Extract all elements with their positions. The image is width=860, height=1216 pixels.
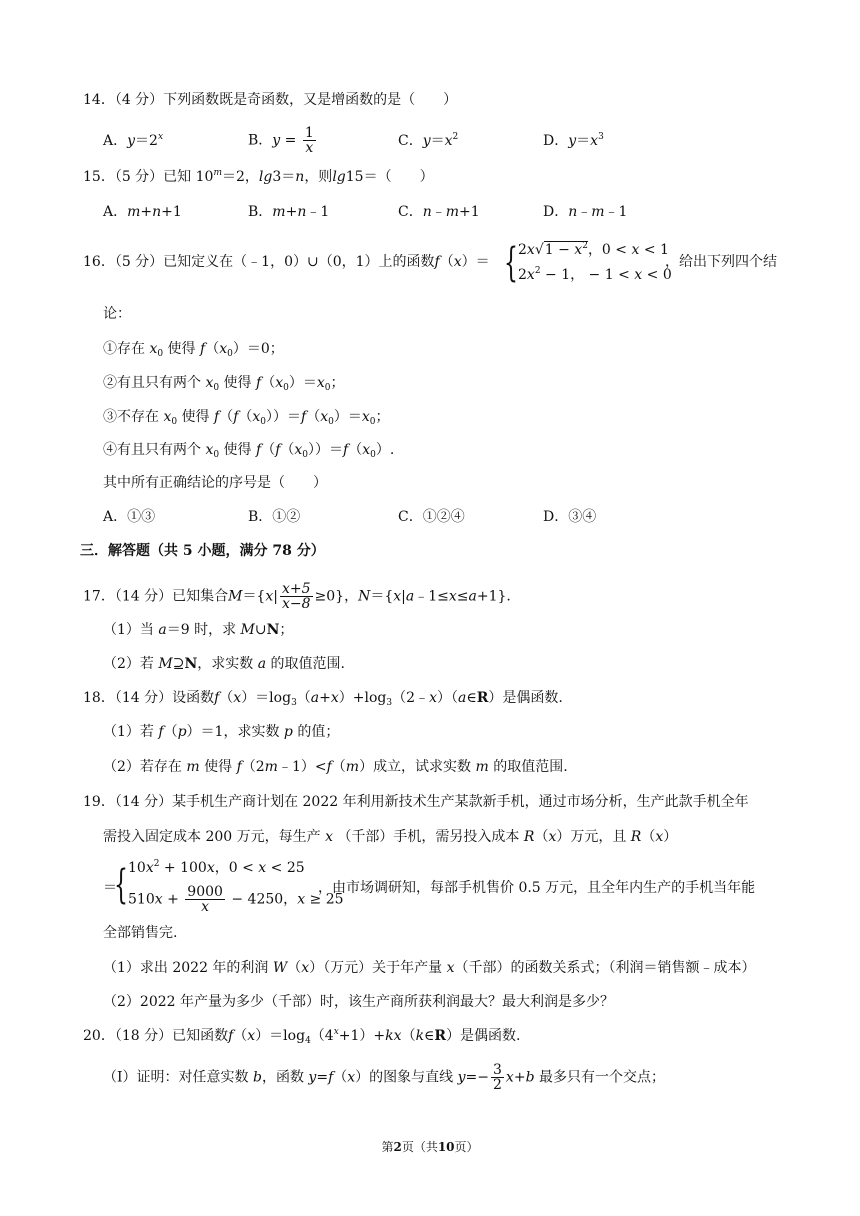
q16-statement-4: ④有且只有两个 $x_0$ 使得 $f(f(x_0))=f(x_0)$.	[103, 442, 395, 460]
q19-line-4: 全部销售完.	[103, 925, 178, 941]
q17-part-1: （1）当 a＝9 时，求 M∪N；	[103, 622, 294, 638]
q19-piece-2: 510x + $\frac{9000}{x}$ − 4250，x ≥ 25	[128, 884, 344, 915]
q16-option-a: A．①③	[103, 509, 156, 525]
q16-option-b: B．①②	[248, 509, 301, 525]
q16-piece-2: $2x^2 - 1$， − 1 < x < 0	[518, 266, 672, 283]
q20-part-1: （Ⅰ）证明：对任意实数 b，函数 y=f（x）的图象与直线 y=− $\frac{3}{2}$ x+b 最多只有一个交点；	[103, 1062, 665, 1093]
q15-options	[0, 201, 860, 223]
q19-eq: ＝	[103, 880, 117, 896]
q16-statement-1: ①存在 $x_0$ 使得 $f(x_0)=0$；	[103, 341, 284, 359]
q19-line-2: 需投入固定成本 200 万元，每生产 x （千部）手机，需另投入成本 R（x）万元，且 R（x）	[103, 829, 678, 845]
q17-part-2: （2）若 M⊇N，求实数 a 的取值范围.	[103, 656, 345, 672]
q16-ask: 其中所有正确结论的序号是（ ）	[103, 475, 327, 491]
q19-piece-1: $10x^2 + 100x$，0 < x < 25	[128, 859, 305, 876]
q17-stem: 17．（14 分）已知集合M＝{x| $\frac{x+5}{x-8}$ ≥0}，N＝{x|a﹣1≤x≤a+1}.	[83, 581, 511, 612]
q15-option-b: B．m+n﹣1	[248, 204, 330, 220]
q18-part-2: （2）若存在 m 使得 f（2m﹣1）<f（m）成立，试求实数 m 的取值范围.	[103, 759, 568, 775]
q15-stem: 15．（5 分）已知 $10^m=2$，lg3＝n，则lg15＝（ ）	[83, 168, 434, 185]
q14-option-d: D．$y=x^3$	[543, 132, 604, 149]
section-heading: 三．解答题（共 5 小题，满分 78 分）	[80, 543, 325, 559]
q16-stem: 16．（5 分）已知定义在（﹣1，0）∪（0，1）上的函数f（x）＝	[83, 254, 490, 270]
q16-statement-2: ②有且只有两个 $x_0$ 使得 $f(x_0)=x_0$；	[103, 375, 345, 393]
q16-option-c: C．①②④	[398, 509, 465, 525]
q16-option-d: D．③④	[543, 509, 597, 525]
q19-brace: {	[114, 862, 128, 908]
q14-options	[0, 125, 860, 156]
q19-part-2: （2）2022 年产量为多少（千部）时，该生产商所获利润最大？最大利润是多少？	[103, 994, 614, 1010]
q19-line-3-tail: ，由市场调研知，每部手机售价 0.5 万元，且全年内生产的手机当年能	[318, 880, 756, 896]
q15-option-c: C．n﹣m+1	[398, 204, 480, 220]
q16-cont: 论：	[103, 306, 131, 322]
q19-line-1: 19．（14 分）某手机生产商计划在 2022 年利用新技术生产某款新手机，通过市场分析，生产此款手机全年	[83, 794, 749, 810]
q20-stem: 20．（18 分）已知函数$f(x)=\log_4(4^x+1)+kx(k\in R)$是偶函数.	[83, 1027, 521, 1046]
q16-options	[0, 506, 860, 528]
q14-option-c: C．$y=x^2$	[398, 132, 459, 149]
q15-option-d: D．n﹣m﹣1	[543, 204, 628, 220]
q14-option-a: A．$y=2^x$	[103, 132, 164, 149]
q16-stem-tail: ，给出下列四个结	[665, 254, 777, 270]
q15-option-a: A．m+n+1	[103, 204, 182, 220]
q18-part-1: （1）若 f（p）＝1，求实数 p 的值；	[103, 724, 340, 740]
q14-option-b: B．y = $\frac{1}{x}$	[248, 125, 314, 156]
q16-piece-1: $2x√1 - x^2$，0 < x < 1	[518, 241, 669, 258]
page-footer: 第2页（共10页）	[381, 1140, 479, 1154]
q18-stem: 18．（14 分）设函数$f(x)=\log_3(a+x)+\log_3(2﹣x)(a\in R)$是偶函数.	[83, 690, 563, 708]
q16-statement-3: ③不存在 $x_0$ 使得 $f(f(x_0))=f(x_0)=x_0$；	[103, 409, 390, 427]
q16-brace: {	[504, 240, 518, 286]
q19-part-1: （1）求出 2022 年的利润 W（x）（万元）关于年产量 x（千部）的函数关系式；（利润＝销售额﹣成本）	[103, 960, 756, 976]
q14-stem: 14．（4 分）下列函数既是奇函数，又是增函数的是（ ）	[83, 92, 458, 108]
